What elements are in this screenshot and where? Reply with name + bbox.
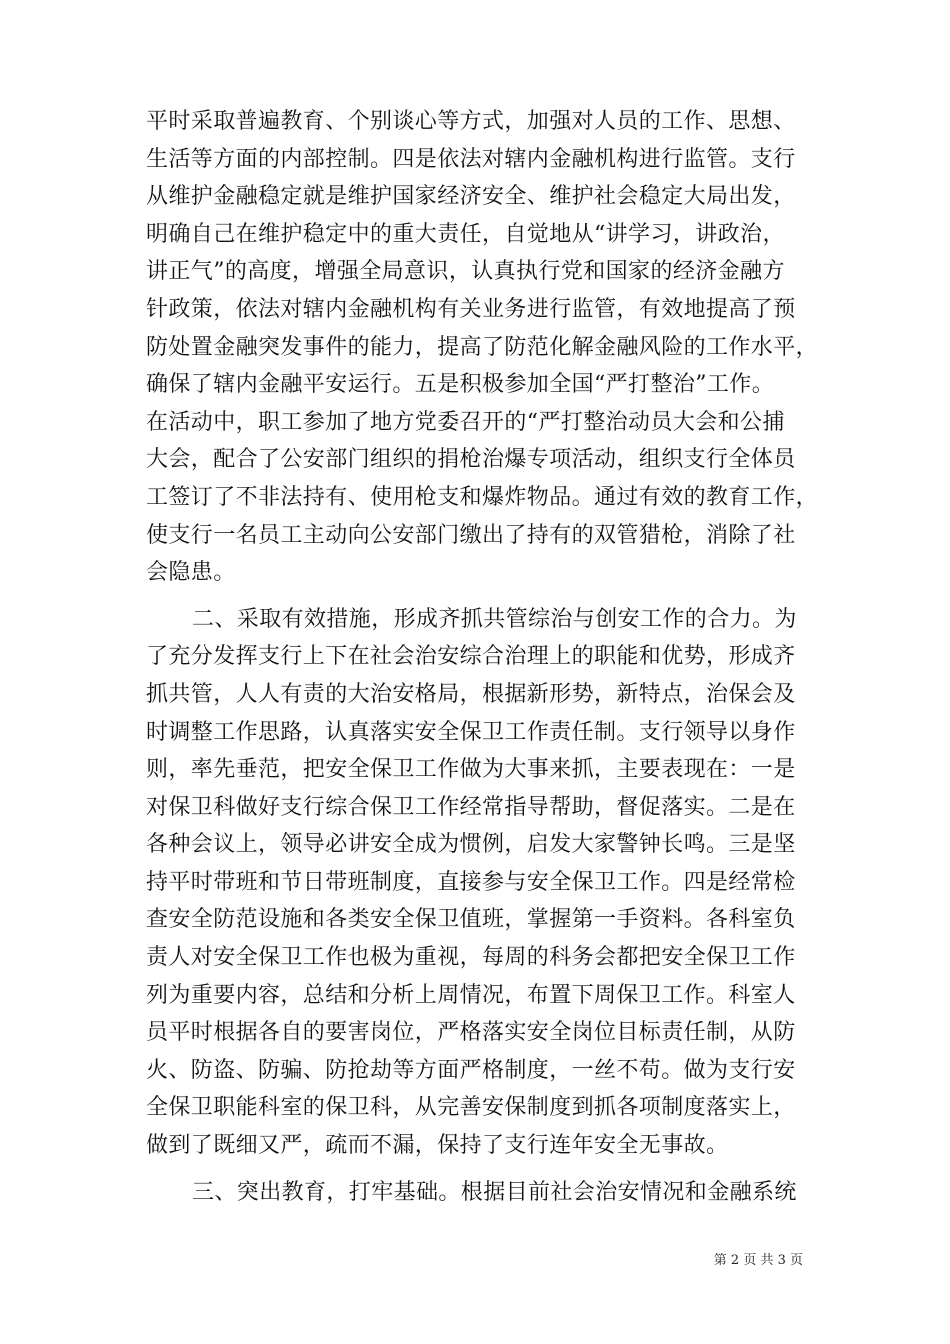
paragraph-spacing (146, 1165, 810, 1174)
text-line: 工签订了不非法持有、使用枪支和爆炸物品。通过有效的教育工作， (146, 484, 819, 510)
text-line: 责人对安全保卫工作也极为重视，每周的科务会都把安全保卫工作 (146, 945, 796, 971)
document-body (146, 103, 819, 1211)
text-line: 对保卫科做好支行综合保卫工作经常指导帮助，督促落实。二是在 (146, 794, 796, 820)
text-line: 查安全防范设施和各类安全保卫值班，掌握第一手资料。各科室负 (146, 907, 796, 933)
text-line: 防处置金融突发事件的能力，提高了防范化解金融风险的工作水平， (146, 334, 819, 360)
text-line: 确保了辖内金融平安运行。五是积极参加全国“严打整治”工作。 (146, 372, 775, 398)
text-line: 明确自己在维护稳定中的重大责任，自觉地从“讲学习，讲政治， (146, 221, 785, 247)
text-line: 员平时根据各自的要害岗位，严格落实安全岗位目标责任制，从防 (146, 1020, 796, 1046)
paragraph-1 (146, 103, 819, 592)
text-line: 火、防盗、防骗、防抢劫等方面严格制度，一丝不苟。做为支行安 (146, 1057, 796, 1083)
text-line: 三、突出教育，打牢基础。根据目前社会治安情况和金融系统 (192, 1179, 797, 1205)
text-line: 了充分发挥支行上下在社会治安综合治理上的职能和优势，形成齐 (146, 644, 796, 670)
text-line: 做到了既细又严，疏而不漏，保持了支行连年安全无事故。 (146, 1133, 729, 1159)
text-line: 列为重要内容，总结和分析上周情况，布置下周保卫工作。科室人 (146, 982, 796, 1008)
text-line: 大会，配合了公安部门组织的捐枪治爆专项活动，组织支行全体员 (146, 447, 796, 473)
text-line: 各种会议上，领导必讲安全成为惯例，启发大家警钟长鸣。三是坚 (146, 832, 796, 858)
text-line: 时调整工作思路，认真落实安全保卫工作责任制。支行领导以身作 (146, 719, 796, 745)
paragraph-spacing (146, 592, 810, 601)
text-line: 抓共管，人人有责的大治安格局，根据新形势，新特点，治保会及 (146, 681, 796, 707)
text-line: 针政策，依法对辖内金融机构有关业务进行监管，有效地提高了预 (146, 296, 796, 322)
text-line: 讲正气”的高度，增强全局意识，认真执行党和国家的经济金融方 (146, 259, 785, 285)
text-line: 二、采取有效措施，形成齐抓共管综治与创安工作的合力。为 (192, 606, 797, 632)
text-line: 会隐患。 (146, 560, 236, 586)
text-line: 在活动中，职工参加了地方党委召开的“严打整治动员大会和公捕 (146, 409, 785, 435)
text-line: 使支行一名员工主动向公安部门缴出了持有的双管猎枪，消除了社 (146, 522, 796, 548)
text-line: 从维护金融稳定就是维护国家经济安全、维护社会稳定大局出发， (146, 184, 796, 210)
text-line: 生活等方面的内部控制。四是依法对辖内金融机构进行监管。支行 (146, 146, 796, 172)
page-number: 第 2 页 共 3 页 (713, 1253, 803, 1268)
paragraph-2 (146, 601, 810, 1165)
text-line: 平时采取普遍教育、个别谈心等方式，加强对人员的工作、思想、 (146, 109, 796, 134)
text-line: 则，率先垂范，把安全保卫工作做为大事来抓，主要表现在：一是 (146, 757, 796, 783)
text-line: 全保卫职能科室的保卫科，从完善安保制度到抓各项制度落实上， (146, 1095, 796, 1121)
paragraph-3 (146, 1174, 810, 1212)
text-line: 持平时带班和节日带班制度，直接参与安全保卫工作。四是经常检 (146, 869, 796, 895)
